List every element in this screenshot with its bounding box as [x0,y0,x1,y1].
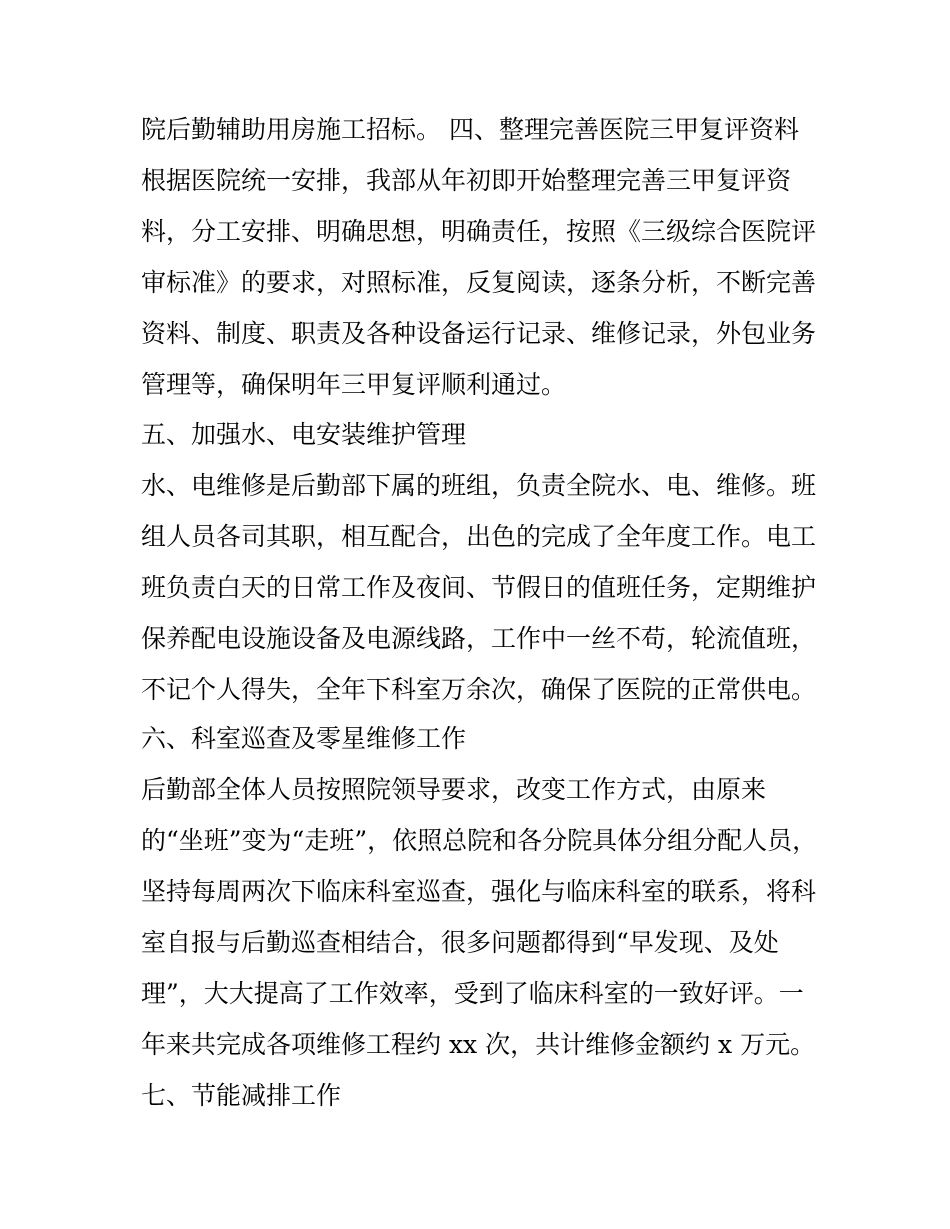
text-line: 组人员各司其职，相互配合，出色的完成了全年度工作。电工 [141,522,817,551]
text-line: 管理等，确保明年三甲复评顺利通过。 [141,370,567,399]
text-line: 料，分工安排、明确思想，明确责任，按照《三级综合医院评 [141,217,817,246]
text-line: 不记个人得失，全年下科室万余次，确保了医院的正常供电。 [141,675,817,704]
section-heading: 六、科室巡查及零星维修工作 [141,724,467,753]
text-line: 保养配电设施设备及电源线路，工作中一丝不苟，轮流值班， [141,624,817,653]
text-line: 资料、制度、职责及各种设备运行记录、维修记录，外包业务 [141,319,817,348]
text-line: 室自报与后勤巡查相结合，很多问题都得到“早发现、及处 [141,928,779,957]
text-line: 年来共完成各项维修工程约 xx 次，共计维修金额约 x 万元。 [141,1030,816,1059]
text-line: 的“坐班”变为“走班”，依照总院和各分院具体分组分配人员， [141,826,818,855]
text-line: 审标准》的要求，对照标准，反复阅读，逐条分析，不断完善 [141,268,817,297]
text-line: 后勤部全体人员按照院领导要求，改变工作方式，由原来 [141,775,767,804]
section-heading: 七、节能减排工作 [141,1081,342,1110]
text-line: 根据医院统一安排，我部从年初即开始整理完善三甲复评资 [141,166,792,195]
text-line: 班负责白天的日常工作及夜间、节假日的值班任务，定期维护 [141,573,817,602]
section-heading: 五、加强水、电安装维护管理 [141,420,467,449]
text-line: 理”，大大提高了工作效率，受到了临床科室的一致好评。一 [141,979,804,1008]
text-line: 院后勤辅助用房施工招标。 四、整理完善医院三甲复评资料 [141,115,799,144]
text-line: 水、电维修是后勤部下属的班组，负责全院水、电、维修。班 [141,471,817,500]
text-line: 坚持每周两次下临床科室巡查，强化与临床科室的联系，将科 [141,877,817,906]
